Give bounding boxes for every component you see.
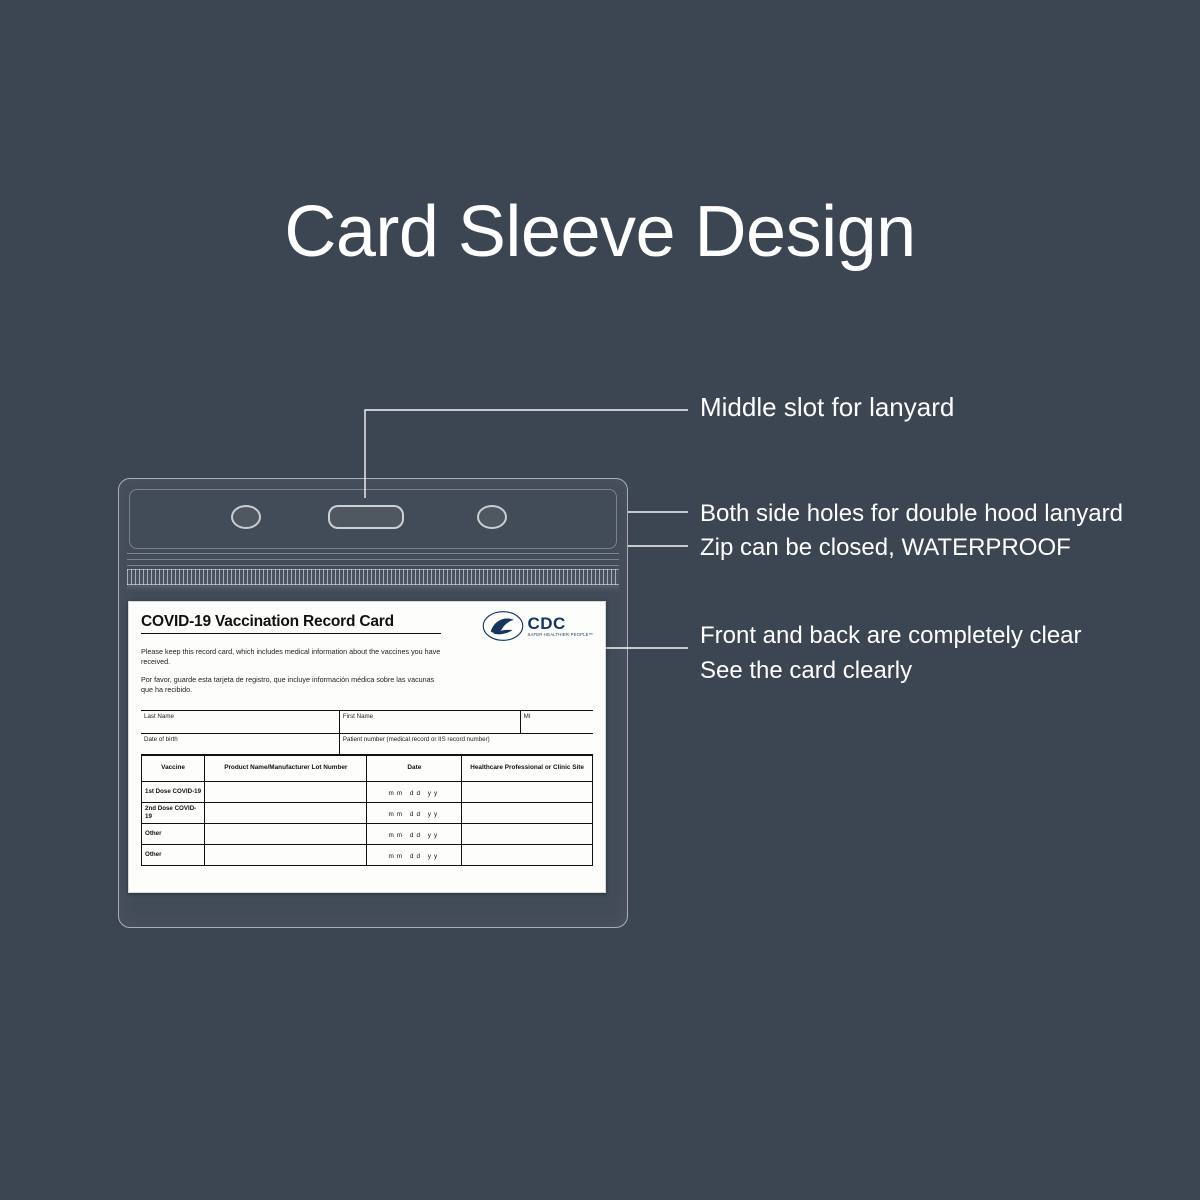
cell-site <box>462 802 593 823</box>
card-instructions-en: Please keep this record card, which includes medical information about the vaccines you have received. <box>141 647 441 667</box>
date-placeholder: mm dd yy <box>388 853 441 861</box>
callout-see-card-clearly: See the card clearly <box>700 657 913 684</box>
name-row <box>141 710 593 734</box>
table-row <box>142 802 593 823</box>
field-middle-initial: MI <box>523 712 531 720</box>
cell-date <box>367 802 462 823</box>
cell-date <box>367 823 462 844</box>
table-header-row <box>142 755 593 781</box>
field-first-name: First Name <box>340 711 521 733</box>
cell-date <box>367 844 462 865</box>
lanyard-slot-middle-icon <box>328 505 404 529</box>
column-header-site: Healthcare Professional or Clinic Site <box>462 755 593 781</box>
field-patient-number: Patient number (medical record or IIS record number) <box>342 735 490 743</box>
field-date-of-birth: Date of birth <box>141 734 340 754</box>
table-row <box>142 781 593 802</box>
cell-vaccine: Other <box>142 844 205 865</box>
date-placeholder: mm dd yy <box>388 811 441 819</box>
cell-vaccine: 1st Dose COVID-19 <box>142 781 205 802</box>
cell-vaccine: 2nd Dose COVID-19 <box>142 802 205 823</box>
card-instructions-es: Por favor, guarde esta tarjeta de registro, que incluye información médica sobre las vacunas que ha recibido. <box>141 674 435 695</box>
column-header-date: Date <box>367 755 462 781</box>
sleeve-seam-line <box>127 553 619 554</box>
callout-zip-waterproof: Zip can be closed, WATERPROOF <box>700 534 1071 561</box>
cell-site <box>462 823 593 844</box>
cdc-logo <box>482 611 594 641</box>
column-header-vaccine: Vaccine <box>142 755 205 781</box>
field-last-name: Last Name <box>141 711 340 733</box>
dob-row <box>141 734 593 755</box>
callout-side-holes: Both side holes for double hood lanyard <box>700 500 1123 527</box>
column-header-product: Product Name/Manufacturer Lot Number <box>205 755 367 781</box>
cdc-eagle-icon <box>482 611 524 641</box>
card-header <box>141 612 593 641</box>
page-title: Card Sleeve Design <box>284 192 916 272</box>
cell-date <box>367 781 462 802</box>
date-placeholder: mm dd yy <box>388 790 441 798</box>
sleeve-seam-line <box>127 559 619 560</box>
card-sleeve <box>118 478 628 928</box>
lanyard-hole-right-icon <box>477 505 507 529</box>
callout-middle-slot: Middle slot for lanyard <box>700 392 955 422</box>
card-title: COVID-19 Vaccination Record Card <box>141 613 394 630</box>
callout-clear-front-back: Front and back are completely clear <box>700 622 1082 649</box>
cell-site <box>462 781 593 802</box>
cell-product <box>205 844 367 865</box>
zipper-strip <box>127 569 619 585</box>
vaccination-record-card <box>128 601 606 893</box>
lanyard-hole-left-icon <box>231 505 261 529</box>
table-row <box>142 844 593 865</box>
card-title-rule <box>141 633 441 634</box>
vaccination-table <box>141 755 593 866</box>
cell-vaccine: Other <box>142 823 205 844</box>
card-title-block <box>141 612 441 634</box>
date-placeholder: mm dd yy <box>388 832 441 840</box>
cdc-tagline: SAFER·HEALTHIER·PEOPLE™ <box>527 631 593 637</box>
cell-site <box>462 844 593 865</box>
zipper-shadow <box>127 584 619 592</box>
cell-product <box>205 823 367 844</box>
cell-product <box>205 781 367 802</box>
cdc-wordmark: CDC <box>527 613 566 633</box>
cell-product <box>205 802 367 823</box>
table-row <box>142 823 593 844</box>
cdc-wordmark-block <box>528 615 594 637</box>
sleeve-seam-line <box>127 565 619 566</box>
